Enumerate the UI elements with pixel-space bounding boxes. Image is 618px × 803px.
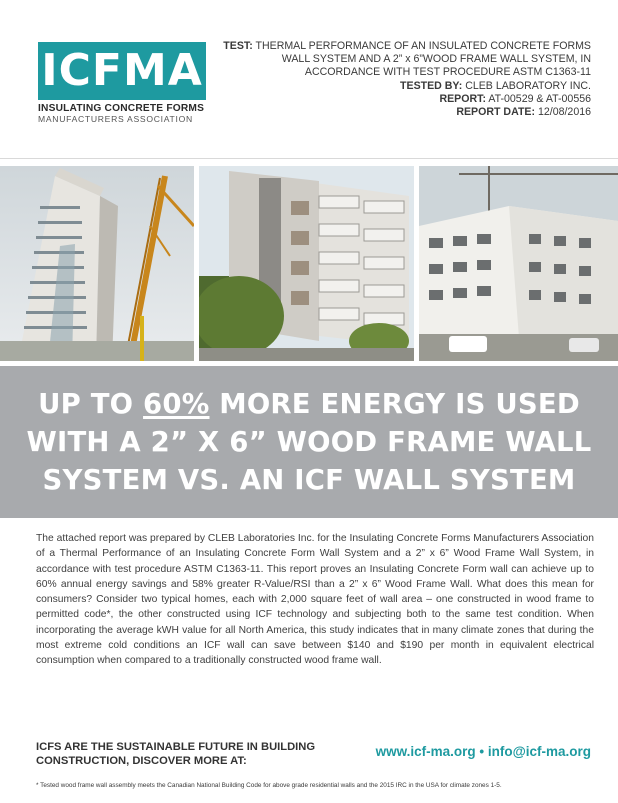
header-divider [0, 158, 618, 166]
headline-banner [0, 366, 618, 518]
photo-apartment-balconies [199, 166, 414, 361]
tested-by-label: TESTED BY: [400, 79, 463, 92]
headline-line-3: SYSTEM VS. AN ICF WALL SYSTEM [42, 464, 576, 496]
report-date-value: 12/08/2016 [537, 106, 591, 119]
headline [27, 385, 592, 499]
logo-line-2: MANUFACTURERS ASSOCIATION [38, 114, 193, 124]
report-value: AT-00529 & AT-00556 [488, 92, 591, 105]
cta-line-2: CONSTRUCTION, DISCOVER MORE AT: [36, 755, 247, 767]
email-link[interactable]: info@icf-ma.org [487, 744, 591, 759]
test-value: THERMAL PERFORMANCE OF AN INSULATED CONCRETE FORMS WALL SYSTEM AND A 2” x 6”WOOD FRAME WALL SYSTEM, IN ACCORDANCE WITH TEST PROCEDURE ASTM C1363-11 [255, 40, 591, 79]
headline-part-2: MORE ENERGY IS USED [209, 388, 580, 420]
cta-line-1: ICFS ARE THE SUSTAINABLE FUTURE IN BUILDING [36, 741, 316, 753]
test-line [211, 40, 591, 80]
logo-box [38, 42, 206, 100]
report-label: REPORT: [439, 92, 486, 105]
tested-by-value: CLEB LABORATORY INC. [465, 79, 591, 92]
logo-acronym: ICFMA [41, 45, 203, 96]
link-separator: • [475, 744, 488, 759]
test-label: TEST: [223, 40, 253, 52]
photo-tall-building-crane [0, 166, 194, 361]
headline-line-2: WITH A 2” X 6” WOOD FRAME WALL [26, 426, 592, 458]
report-info [211, 40, 591, 119]
report-date-line [211, 106, 591, 119]
icfma-logo [38, 42, 206, 124]
contact-links [376, 744, 591, 759]
logo-line-1: INSULATING CONCRETE FORMS [38, 103, 205, 114]
footnote: * Tested wood frame wall assembly meets the Canadian National Building Code for above grade residential walls and the 2015 IRC in the USA for climate zones 1-5. [36, 782, 502, 789]
photo-strip [0, 166, 618, 361]
photo-icf-construction [419, 166, 618, 361]
headline-part-1: UP TO [38, 388, 144, 420]
report-date-label: REPORT DATE: [456, 106, 536, 119]
cta-text [36, 740, 315, 768]
tested-by-line [211, 80, 591, 93]
report-line [211, 93, 591, 106]
body-paragraph: The attached report was prepared by CLEB Laboratories Inc. for the Insulating Concrete Forms Manufacturers Association of a Thermal Performance of an Insulating Concrete Form Wall System and a 2” x 6” Wood Frame Wall System, in accordance with test procedure ASTM C1363-11. This report proves an Insulating Concrete Form wall can achieve up to 60% annual energy savings and 58% greater R-Value/RSI than a 2” x 6” Wood Frame Wall. What does this mean for consumers? Consider two typical homes, each with 2,000 square feet of wall area – one constructed in wood frame to permitted code*, the other constructed using ICF technology and subjecting both to the same test condition. When incorporating the average kWH value for all North America, this study indicates that in many climate zones that during the most extreme cold conditions an ICF wall can save between $140 and $190 per month in equivalent electrical consumption when compared to a traditionally constructed wood frame wall. [36, 533, 594, 667]
headline-highlight: 60% [143, 388, 210, 420]
website-link[interactable]: www.icf-ma.org [375, 744, 476, 759]
